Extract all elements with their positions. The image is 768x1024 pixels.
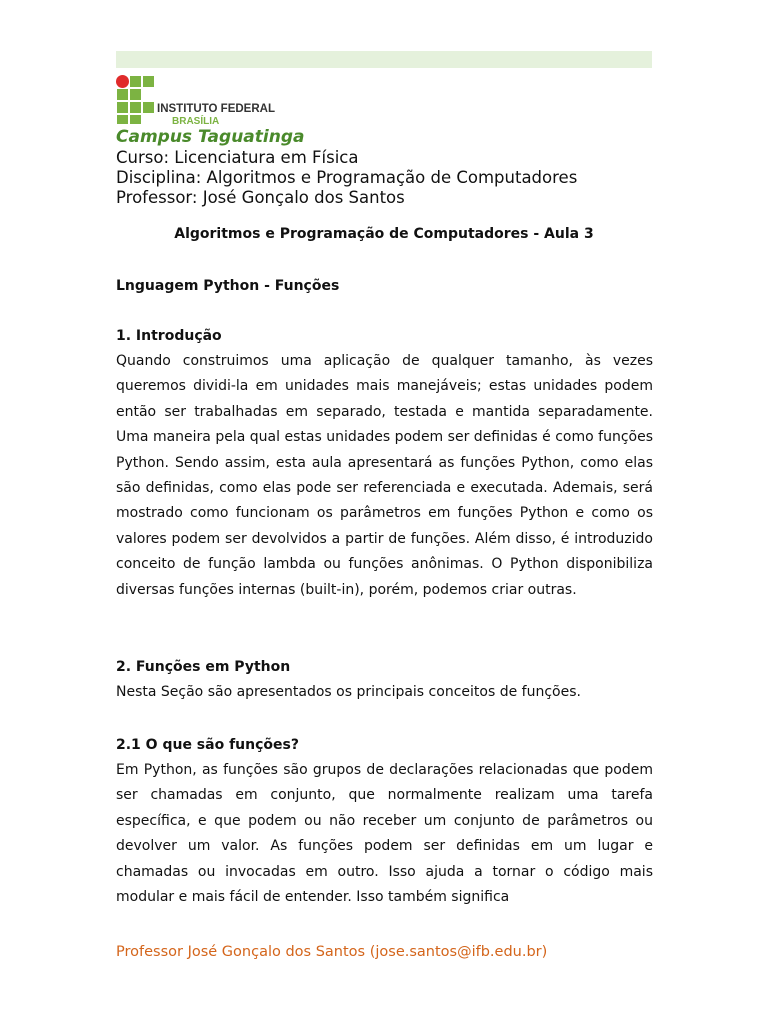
header-band — [116, 51, 652, 68]
document-subtitle: Lnguagem Python - Funções — [116, 278, 340, 294]
document-title: Algoritmos e Programação de Computadores - Aula 3 — [174, 226, 594, 242]
course-line: Curso: Licenciatura em Física — [116, 148, 359, 167]
discipline-line: Disciplina: Algoritmos e Programação de Computadores — [116, 168, 578, 187]
ifb-logo-icon — [116, 75, 286, 125]
section-2-heading: 2. Funções em Python — [116, 659, 291, 675]
campus-name: Campus Taguatinga — [116, 127, 305, 147]
professor-line: Professor: José Gonçalo dos Santos — [116, 188, 405, 207]
section-2-1-heading: 2.1 O que são funções? — [116, 737, 299, 753]
section-2-1-paragraph: Em Python, as funções são grupos de declarações relacionadas que podem ser chamadas em conjunto, que normalmente realizam uma tarefa específica, e que podem ou não receber um conjunto de parâmetros ou devolver um valor. As funções podem ser definidas em um lugar e chamadas ou invocadas em outro. Isso ajuda a tornar o código mais modular e mais fácil de entender. Isso também significa — [116, 762, 653, 906]
svg-text:BRASÍLIA: BRASÍLIA — [172, 116, 220, 125]
footer-professor-contact: Professor José Gonçalo dos Santos (jose.santos@ifb.edu.br) — [116, 944, 548, 960]
section-1-paragraph: Quando construimos uma aplicação de qualquer tamanho, às vezes queremos dividi-la em unidades mais manejáveis; estas unidades podem então ser trabalhadas em separado, testada e mantida separadamente. Uma maneira pela qual estas unidades podem ser definidas é como funções Python. Sendo assim, esta aula apresentará as funções Python, como elas são definidas, como elas pode ser referenciada e executada. Ademais, será mostrado como funcionam os parâmetros em funções Python e como os valores podem ser devolvidos a partir de funções. Além disso, é introduzido conceito de função lambda ou funções anônimas. O Python disponibiliza diversas funções internas (built-in), porém, podemos criar outras. — [116, 353, 653, 598]
institution-logo — [116, 75, 286, 125]
section-2-paragraph: Nesta Seção são apresentados os principais conceitos de funções. — [116, 684, 581, 700]
svg-text:INSTITUTO FEDERAL: INSTITUTO FEDERAL — [157, 103, 275, 115]
section-1-heading: 1. Introdução — [116, 328, 222, 344]
